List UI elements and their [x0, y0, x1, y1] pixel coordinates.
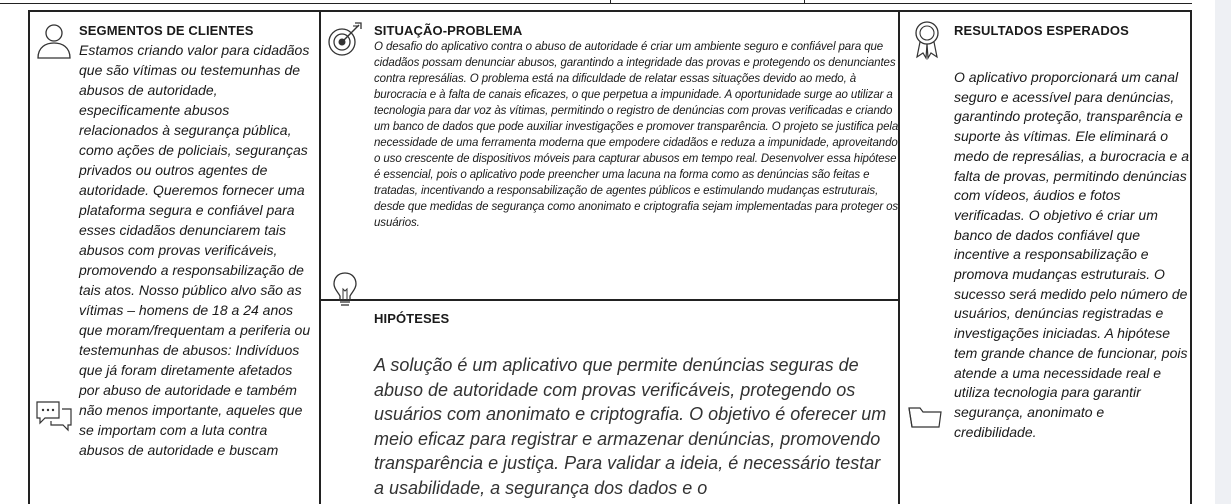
lightbulb-icon: [332, 271, 358, 309]
top-strip-divider: [610, 0, 611, 4]
resultados-text: O aplicativo proporcionará um canal seguro e acessível para denúncias, garantindo proteção, transparência e suporte às vítimas. Ele eliminará o medo de represálias, a burocracia e a falta de provas, permitindo denúncias com vídeos, áudios e fotos verificadas. O objetivo é criar um banco de dados confiável que incentive a responsabilização e promova mudanças estruturais. O sucesso será medido pelo número de usuários, denúncias registradas e investigações iniciadas. A hipótese tem grande chance de funcionar, pois atende a uma necessidade real e utiliza tecnologia para garantir segurança, anonimato e credibilidade.: [954, 69, 1190, 440]
top-strip-divider: [804, 0, 805, 4]
hipoteses-title: HIPÓTESES: [374, 311, 450, 326]
target-icon: [326, 20, 364, 58]
window-scroll-gutter: [1215, 0, 1231, 504]
canvas-right-border: [1190, 10, 1192, 504]
canvas-left-border: [28, 10, 30, 504]
hipoteses-text: A solução é um aplicativo que permite denúncias seguras de abuso de autoridade com provas verificáveis, protegendo os usuários com anonimato e criptografia. O objetivo é oferecer um meio eficaz para registrar e armazenar denúncias, promovendo transparência e justiça. Para validar a ideia, é necessário testar a usabilidade, a segurança dos dados e o: [374, 355, 887, 498]
person-icon: [36, 22, 72, 60]
situacao-title: SITUAÇÃO-PROBLEMA: [374, 23, 523, 38]
folder-icon: [908, 405, 944, 429]
middle-section-divider: [319, 299, 900, 301]
award-ribbon-icon: [912, 20, 942, 60]
segmentos-text: Estamos criando valor para cidadãos que são vítimas ou testemunhas de abusos de autoridade, especificamente abusos relacionados à segurança pública, como ações de policiais, seguranças privados ou outros agentes de autoridade. Queremos fornecer uma plataforma segura e confiável para esses cidadãos denunciarem tais abusos com provas verificáveis, promovendo a responsabilização de tais atos. Nosso público alvo são as vítimas – homens de 18 a 24 anos que moram/frequentam a periferia ou testemunhas de abusos: Indivíduos que já foram diretamente afetados por abuso de autoridade e também não menos importante, aqueles que se importam com a luta contra abusos de autoridade e buscam: [79, 42, 311, 458]
segmentos-title: SEGMENTOS DE CLIENTES: [79, 23, 254, 38]
resultados-title: RESULTADOS ESPERADOS: [954, 23, 1129, 38]
speech-bubbles-icon: [34, 399, 74, 433]
canvas-top-border: [28, 10, 1192, 12]
situacao-text: O desafio do aplicativo contra o abuso de autoridade é criar um ambiente seguro e confiável para que cidadãos possam denunciar abusos, garantindo a integridade das provas e protegendo os denunciantes contra represálias. O problema está na dificuldade de relatar essas situações devido ao medo, à burocracia e à falta de canais eficazes, o que perpetua a impunidade. A oportunidade surge ao utilizar a tecnologia para dar voz às vítimas, permitindo o registro de denúncias com provas verificadas e criando um banco de dados que pode auxiliar investigações e promover transparência. O projeto se justifica pela necessidade de uma ferramenta moderna que empodere cidadãos e reduza a impunidade, aproveitando o uso crescente de dispositivos móveis para capturar abusos em tempo real. Desenvolver essa hipótese é essencial, pois o aplicativo pode preencher uma lacuna na forma como as denúncias são feitas e tratadas, incentivando a responsabilização de agentes públicos e estimulando mudanças estruturais, desde que medidas de segurança como anonimato e criptografia sejam implementadas para proteger os usuários.: [374, 41, 899, 229]
top-strip-border: [0, 3, 1192, 4]
canvas-divider: [319, 10, 321, 504]
